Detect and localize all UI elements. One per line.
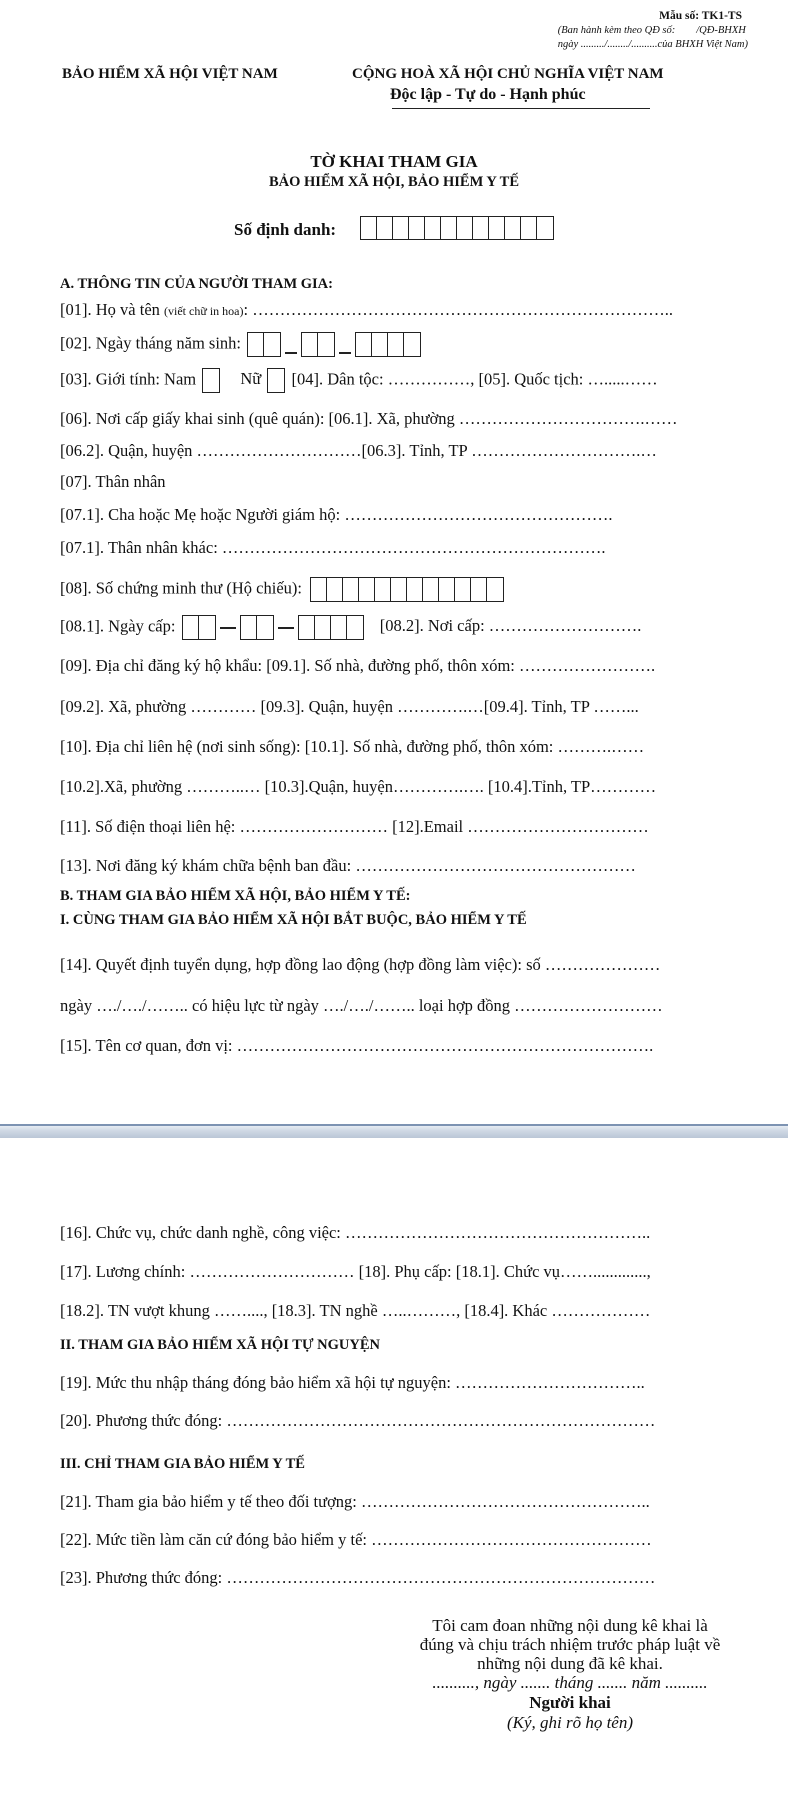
field-06-2-district[interactable]: [06.2]. Quận, huyện …………………………[06.3]. Tỉnh, TP ………………………….… xyxy=(60,441,657,460)
section-b-2-heading: II. THAM GIA BẢO HIỂM XÃ HỘI TỰ NGUYỆN xyxy=(60,1337,380,1353)
field-13-clinic[interactable]: [13]. Nơi đăng ký khám chữa bệnh ban đầu: …………………………………………… xyxy=(60,856,636,875)
declaration-date-line[interactable]: .........., ngày ....... tháng ....... năm .......... xyxy=(432,1673,708,1692)
field-03-gender: [03]. Giới tính: Nam Nữ [04]. Dân tộc: ……………, [05]. Quốc tịch: ….....…… xyxy=(60,368,658,393)
field-17-18-salary-allowance[interactable]: [17]. Lương chính: ………………………… [18]. Phụ cấp: [18.1]. Chức vụ……............., xyxy=(60,1262,651,1281)
field-14-contract-dates[interactable]: ngày …./…./…….. có hiệu lực từ ngày …./…./…….. loại hợp đồng ……………………… xyxy=(60,996,663,1015)
nation-name: CỘNG HOÀ XÃ HỘI CHỦ NGHĨA VIỆT NAM xyxy=(352,66,664,82)
form-number: Mẫu số: TK1-TS xyxy=(659,10,742,22)
field-07-relatives: [07]. Thân nhân xyxy=(60,472,166,491)
birth-year-boxes[interactable] xyxy=(355,332,421,357)
field-18-2-allowances[interactable]: [18.2]. TN vượt khung ……...., [18.3]. TN nghề …..………, [18.4]. Khác ……………… xyxy=(60,1301,651,1320)
issue-month-boxes[interactable] xyxy=(240,615,274,640)
page-break xyxy=(0,1124,788,1138)
gender-female-checkbox[interactable] xyxy=(267,368,285,393)
declaration-text-2: đúng và chịu trách nhiệm trước pháp luật về xyxy=(419,1635,721,1654)
field-23-payment-method[interactable]: [23]. Phương thức đóng: …………………………………………………………………… xyxy=(60,1568,656,1587)
field-10-2-ward[interactable]: [10.2].Xã, phường ………..… [10.3].Quận, huyện………….…. [10.4].Tỉnh, TP………… xyxy=(60,777,657,796)
issue-day-boxes[interactable] xyxy=(182,615,216,640)
issue-note: (Ban hành kèm theo QĐ số: /QĐ-BHXH ngày ........./......../..........của BHXH Việt Nam) xyxy=(557,25,748,50)
field-16-position[interactable]: [16]. Chức vụ, chức danh nghề, công việc: ……………………………………………….. xyxy=(60,1223,651,1242)
gender-male-checkbox[interactable] xyxy=(202,368,220,393)
section-b-3-heading: III. CHỈ THAM GIA BẢO HIỂM Y TẾ xyxy=(60,1456,305,1472)
field-21-insurance-group[interactable]: [21]. Tham gia bảo hiểm y tế theo đối tượng: …………………………………………….. xyxy=(60,1492,650,1511)
motto-underline xyxy=(392,108,650,109)
signer-title: Người khai xyxy=(529,1693,611,1712)
section-b-heading: B. THAM GIA BẢO HIỂM XÃ HỘI, BẢO HIỂM Y TẾ: xyxy=(60,888,411,904)
declaration-text-3: những nội dung đã kê khai. xyxy=(477,1654,663,1673)
form-title: TỜ KHAI THAM GIA xyxy=(310,152,478,171)
field-22-insurance-base[interactable]: [22]. Mức tiền làm căn cứ đóng bảo hiểm y tế: …………………………………………… xyxy=(60,1530,652,1549)
birth-month-boxes[interactable] xyxy=(301,332,335,357)
field-01-fullname[interactable]: [01]. Họ và tên (viết chữ in hoa): ………………………………………………………………….. xyxy=(60,300,673,319)
organization-name: BẢO HIỂM XÃ HỘI VIỆT NAM xyxy=(62,66,278,82)
id-number-label: Số định danh: xyxy=(234,220,337,239)
issue-year-boxes[interactable] xyxy=(298,615,364,640)
field-08-2-issue-place[interactable]: [08.2]. Nơi cấp: ………………………. xyxy=(379,616,642,636)
field-04-05-ethnicity-nationality[interactable]: [04]. Dân tộc: ……………, [05]. Quốc tịch: ….....…… xyxy=(291,369,658,389)
field-02-birthdate[interactable]: [02]. Ngày tháng năm sinh: xyxy=(60,332,423,357)
field-14-contract[interactable]: [14]. Quyết định tuyển dụng, hợp đồng lao động (hợp đồng làm việc): số ………………… xyxy=(60,955,661,974)
declaration-text-1: Tôi cam đoan những nội dung kê khai là xyxy=(432,1616,708,1635)
form-subtitle: BẢO HIỂM XÃ HỘI, BẢO HIỂM Y TẾ xyxy=(268,174,520,190)
motto: Độc lập - Tự do - Hạnh phúc xyxy=(390,86,586,103)
field-08-1-issue-date: [08.1]. Ngày cấp: [08.2]. Nơi cấp: ………………………. xyxy=(60,615,641,640)
section-a-heading: A. THÔNG TIN CỦA NGƯỜI THAM GIA: xyxy=(60,276,333,292)
field-06-birthplace[interactable]: [06]. Nơi cấp giấy khai sinh (quê quán): [06.1]. Xã, phường …………………………….…… xyxy=(60,409,678,428)
field-08-id-card: [08]. Số chứng minh thư (Hộ chiếu): xyxy=(60,577,506,602)
field-15-employer[interactable]: [15]. Tên cơ quan, đơn vị: …………………………………………………………………. xyxy=(60,1036,654,1055)
form-page-2 xyxy=(0,1138,788,1812)
section-b-1-heading: I. CÙNG THAM GIA BẢO HIỂM XÃ HỘI BẮT BUỘC, BẢO HIỂM Y TẾ xyxy=(60,912,527,928)
field-07-1-guardian[interactable]: [07.1]. Cha hoặc Mẹ hoặc Người giám hộ: …………………………………………. xyxy=(60,505,613,524)
signature-note: (Ký, ghi rõ họ tên) xyxy=(506,1713,634,1732)
field-09-2-ward[interactable]: [09.2]. Xã, phường ………… [09.3]. Quận, huyện ………….…[09.4]. Tỉnh, TP ……... xyxy=(60,697,639,716)
field-19-voluntary-income[interactable]: [19]. Mức thu nhập tháng đóng bảo hiểm xã hội tự nguyện: …………………………….. xyxy=(60,1373,645,1392)
birth-day-boxes[interactable] xyxy=(247,332,281,357)
id-number-boxes[interactable] xyxy=(360,216,554,240)
field-20-payment-method[interactable]: [20]. Phương thức đóng: …………………………………………………………………… xyxy=(60,1411,656,1430)
field-09-household-address[interactable]: [09]. Địa chỉ đăng ký hộ khẩu: [09.1]. Số nhà, đường phố, thôn xóm: ……………………. xyxy=(60,656,656,675)
id-card-boxes[interactable] xyxy=(310,577,504,602)
field-10-contact-address[interactable]: [10]. Địa chỉ liên hệ (nơi sinh sống): [10.1]. Số nhà, đường phố, thôn xóm: ……….…… xyxy=(60,737,645,756)
field-11-12-phone-email[interactable]: [11]. Số điện thoại liên hệ: ……………………… [12].Email …………………………… xyxy=(60,817,649,836)
field-07-1-other-relative[interactable]: [07.1]. Thân nhân khác: ……………………………………………………………. xyxy=(60,538,606,557)
